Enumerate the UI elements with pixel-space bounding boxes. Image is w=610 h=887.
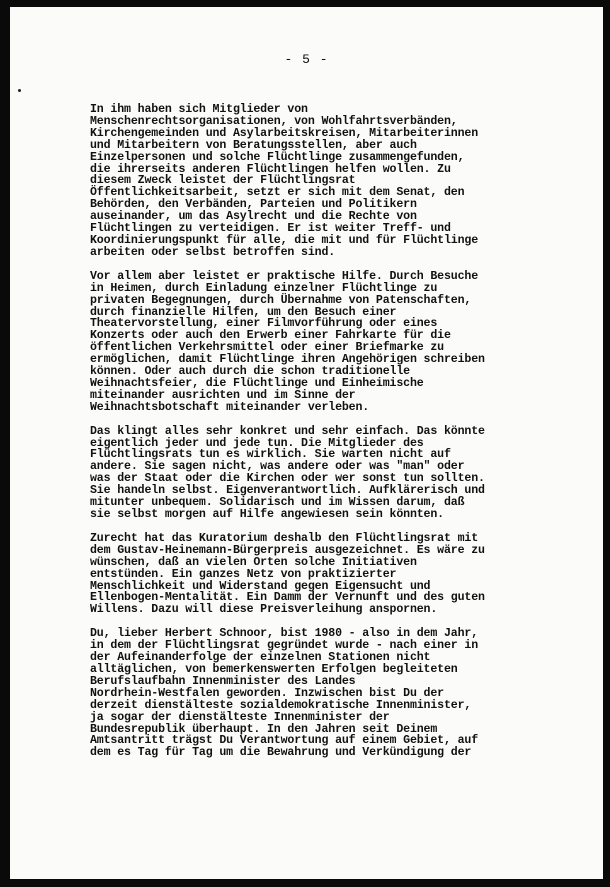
text-line: ermöglichen, damit Flüchtlinge ihren Angehörigen schreiben bbox=[90, 353, 485, 367]
text-line: miteinander ausrichten und im Sinne der bbox=[90, 388, 356, 402]
text-line: Zurecht hat das Kuratorium deshalb den Flüchtlingsrat mit bbox=[90, 531, 479, 545]
text-line: Theatervorstellung, einer Filmvorführung oder eines bbox=[90, 317, 438, 331]
text-line: Koordinierungspunkt für alle, die mit und für Flüchtlinge bbox=[90, 233, 479, 247]
text-line: wünschen, daß an vielen Orten solche Initiativen bbox=[90, 555, 417, 569]
text-line: Flüchtlingen zu verteidigen. Er ist weiter Treff- und bbox=[90, 222, 451, 236]
text-line: Einzelpersonen und solche Flüchtlinge zusammengefunden, bbox=[90, 150, 465, 164]
text-line: Öffentlichkeitsarbeit, setzt er sich mit dem Senat, den bbox=[90, 186, 465, 200]
text-line: Sie handeln selbst. Eigenverantwortlich. Aufklärerisch und bbox=[90, 484, 485, 498]
text-line: dem Gustav-Heinemann-Bürgerpreis ausgezeichnet. Es wäre zu bbox=[90, 543, 485, 557]
text-line: privaten Begegnungen, durch Übernahme von Patenschaften, bbox=[90, 293, 472, 307]
text-line: der Aufeinanderfolge der einzelnen Stationen nicht bbox=[90, 651, 431, 665]
text-line: durch finanzielle Hilfen, um den Besuch einer bbox=[90, 305, 397, 319]
text-line: andere. Sie sagen nicht, was andere oder was "man" oder bbox=[90, 460, 465, 474]
text-line: Das klingt alles sehr konkret und sehr einfach. Das könnte bbox=[90, 424, 485, 438]
text-line: sie selbst morgen auf Hilfe angewiesen sein könnten. bbox=[90, 508, 444, 521]
text-line: Nordrhein-Westfalen geworden. Inzwischen bist Du der bbox=[90, 686, 444, 700]
body-text bbox=[90, 104, 595, 771]
text-line: in Heimen, durch Einladung einzelner Flüchtlinge zu bbox=[90, 281, 438, 295]
text-line: Flüchtlingsrats tun es wirklich. Sie warten nicht auf bbox=[90, 448, 451, 462]
text-line: Willens. Dazu will diese Preisverleihung anspornen. bbox=[90, 603, 438, 617]
text-line: die ihrerseits anderen Flüchtlingen helfen wollen. Zu bbox=[90, 162, 451, 176]
text-line: Bundesrepublik überhaupt. In den Jahren seit Deinem bbox=[90, 722, 438, 736]
text-line: Vor allem aber leistet er praktische Hilfe. Durch Besuche bbox=[90, 269, 479, 283]
text-line: dem es Tag für Tag um die Bewahrung und Verkündigung der bbox=[90, 746, 472, 760]
page-number: - 5 - bbox=[284, 52, 329, 67]
scan-speck bbox=[18, 89, 21, 92]
paragraph bbox=[90, 628, 595, 759]
text-line: Behörden, den Verbänden, Parteien und Politikern bbox=[90, 198, 417, 212]
text-line: Weihnachtsbotschaft miteinander verleben. bbox=[90, 400, 370, 414]
text-line: was der Staat oder die Kirchen oder wer sonst tun sollten. bbox=[90, 472, 485, 486]
text-line: Berufslaufbahn Innenminister des Landes bbox=[90, 674, 356, 688]
text-line: können. Oder auch durch die schon traditionelle bbox=[90, 365, 410, 379]
text-line: auseinander, um das Asylrecht und die Rechte von bbox=[90, 210, 417, 224]
text-line: ja sogar der dienstälteste Innenminister der bbox=[90, 710, 390, 724]
paragraph bbox=[90, 104, 595, 259]
text-line: arbeiten oder selbst betroffen sind. bbox=[90, 245, 336, 259]
paragraph bbox=[90, 271, 595, 414]
text-line: Konzerts oder auch den Erwerb einer Fahrkarte für die bbox=[90, 329, 451, 343]
text-line: und Mitarbeitern von Beratungsstellen, aber auch bbox=[90, 138, 417, 152]
text-line: Amtsantritt trägst Du Verantwortung auf einem Gebiet, auf bbox=[90, 734, 479, 748]
text-line: in dem der Flüchtlingsrat gegründet wurde - nach einer in bbox=[90, 639, 479, 653]
text-line: eigentlich jeder und jede tun. Die Mitglieder des bbox=[90, 436, 424, 450]
paragraph bbox=[90, 426, 595, 521]
text-line: Kirchengemeinden und Asylarbeitskreisen, Mitarbeiterinnen bbox=[90, 126, 479, 140]
text-line: öffentlichen Verkehrsmittel oder einer Briefmarke zu bbox=[90, 341, 444, 355]
text-line: Menschenrechtsorganisationen, von Wohlfahrtsverbänden, bbox=[90, 114, 458, 128]
text-line: Ellenbogen-Mentalität. Ein Damm der Vernunft und des guten bbox=[90, 591, 485, 605]
text-line: Du, lieber Herbert Schnoor, bist 1980 - also in dem Jahr, bbox=[90, 627, 479, 641]
text-line: alltäglichen, von bemerkenswerten Erfolgen begleiteten bbox=[90, 662, 458, 676]
text-line: Menschlichkeit und Widerstand gegen Eigensucht und bbox=[90, 579, 431, 593]
text-line: diesem Zweck leistet der Flüchtlingsrat bbox=[90, 174, 356, 188]
text-line: entstünden. Ein ganzes Netz von praktizierter bbox=[90, 567, 397, 581]
text-line: derzeit dienstälteste sozialdemokratische Innenminister, bbox=[90, 698, 472, 712]
text-line: mitunter unbequem. Solidarisch und im Wissen darum, daß bbox=[90, 496, 465, 510]
text-line: Weihnachtsfeier, die Flüchtlinge und Einheimische bbox=[90, 376, 424, 390]
paragraph bbox=[90, 533, 595, 616]
document-page bbox=[10, 7, 603, 879]
text-line: In ihm haben sich Mitglieder von bbox=[90, 103, 308, 116]
